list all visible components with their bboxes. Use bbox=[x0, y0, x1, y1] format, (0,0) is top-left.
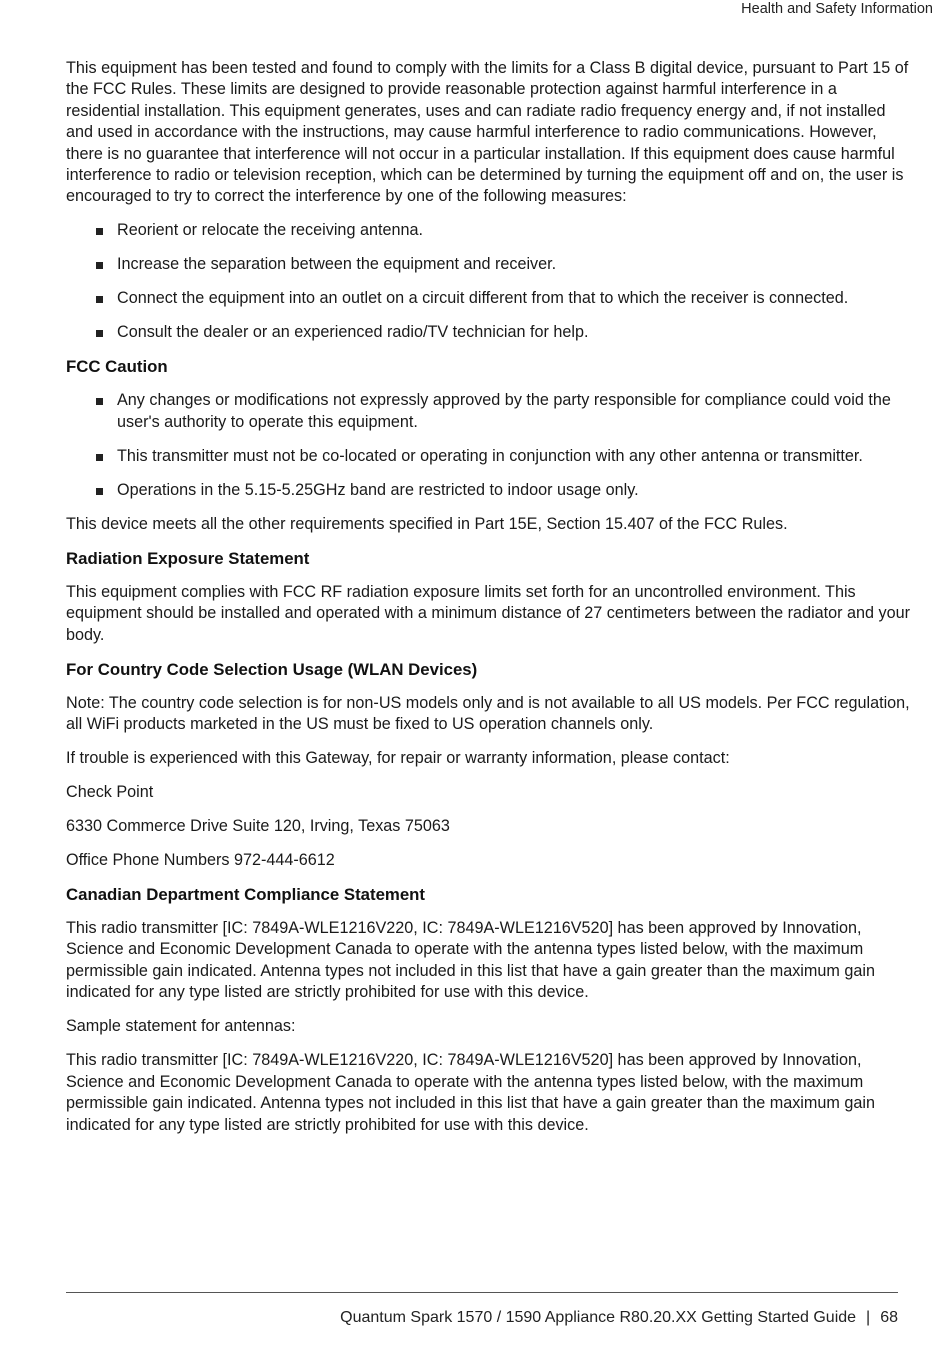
country-code-note: Note: The country code selection is for non-US models only and is not available to all US models. Per FCC regulation, all WiFi products marketed in the US must be fixed to US operation channels only. bbox=[66, 693, 910, 734]
part15e-paragraph: This device meets all the other requirements specified in Part 15E, Section 15.407 of the FCC Rules. bbox=[66, 514, 788, 533]
footer-divider bbox=[66, 1292, 898, 1293]
canadian-paragraph-1: This radio transmitter [IC: 7849A-WLE1216V220, IC: 7849A-WLE1216V520] has been approved by Innovation, Science and Economic Development Canada to operate with the antenna types listed below, with the maximum permissible gain indicated. Antenna types not included in this list that have a gain greater than the maximum gain indicated for any type listed are strictly prohibited for use with this device. bbox=[66, 919, 875, 1002]
company-name: Check Point bbox=[66, 783, 154, 802]
square-bullet-icon bbox=[96, 488, 103, 495]
square-bullet-icon bbox=[96, 262, 103, 269]
country-code-heading: For Country Code Selection Usage (WLAN Devices) bbox=[66, 659, 478, 679]
list-item: Reorient or relocate the receiving antenna. bbox=[117, 220, 912, 241]
list-item: Operations in the 5.15-5.25GHz band are restricted to indoor usage only. bbox=[117, 480, 912, 501]
company-address: 6330 Commerce Drive Suite 120, Irving, Texas 75063 bbox=[66, 817, 450, 836]
guide-title: Quantum Spark 1570 / 1590 Appliance R80.20.XX Getting Started Guide bbox=[340, 1309, 857, 1326]
list-item: Consult the dealer or an experienced radio/TV technician for help. bbox=[117, 322, 912, 343]
square-bullet-icon bbox=[96, 228, 103, 235]
list-item: Increase the separation between the equipment and receiver. bbox=[117, 254, 912, 275]
canadian-heading: Canadian Department Compliance Statement bbox=[66, 885, 426, 905]
square-bullet-icon bbox=[96, 454, 103, 461]
square-bullet-icon bbox=[96, 330, 103, 337]
document-body bbox=[66, 58, 912, 1149]
canadian-paragraph-2: This radio transmitter [IC: 7849A-WLE1216V220, IC: 7849A-WLE1216V520] has been approved by Innovation, Science and Economic Development Canada to operate with the antenna types listed below, with the maximum permissible gain indicated. Antenna types not included in this list that have a gain greater than the maximum gain indicated for any type listed are strictly prohibited for use with this device. bbox=[66, 1051, 875, 1134]
page-number: 68 bbox=[880, 1309, 898, 1326]
interference-measures-list bbox=[66, 220, 912, 343]
company-phone: Office Phone Numbers 972-444-6612 bbox=[66, 851, 335, 870]
list-item: This transmitter must not be co-located or operating in conjunction with any other antenna or transmitter. bbox=[117, 446, 912, 467]
fcc-caution-heading: FCC Caution bbox=[66, 357, 168, 377]
radiation-heading: Radiation Exposure Statement bbox=[66, 548, 310, 568]
list-item: Connect the equipment into an outlet on a circuit different from that to which the receiver is connected. bbox=[117, 288, 912, 309]
list-item: Any changes or modifications not expressly approved by the party responsible for compliance could void the user's authority to operate this equipment. bbox=[117, 390, 912, 433]
square-bullet-icon bbox=[96, 296, 103, 303]
radiation-paragraph: This equipment complies with FCC RF radiation exposure limits set forth for an uncontrolled environment. This equipment should be installed and operated with a minimum distance of 27 centimeters between the radiator and your body. bbox=[66, 582, 911, 644]
running-header: Health and Safety Information bbox=[741, 1, 933, 17]
footer-separator: | bbox=[866, 1309, 871, 1326]
intro-paragraph: This equipment has been tested and found to comply with the limits for a Class B digital device, pursuant to Part 15 of the FCC Rules. These limits are designed to provide reasonable protection against harmful interference in a residential installation. This equipment generates, uses and can radiate radio frequency energy and, if not installed and used in accordance with the instructions, may cause harmful interference to radio communications. However, there is no guarantee that interference will not occur in a particular installation. If this equipment does cause harmful interference to radio or television reception, which can be determined by turning the equipment off and on, the user is encouraged to try to correct the interference by one of the following measures: bbox=[66, 59, 909, 206]
square-bullet-icon bbox=[96, 398, 103, 405]
sample-statement-label: Sample statement for antennas: bbox=[66, 1017, 296, 1036]
page-footer bbox=[340, 1309, 898, 1327]
fcc-caution-list bbox=[66, 390, 912, 501]
trouble-paragraph: If trouble is experienced with this Gateway, for repair or warranty information, please contact: bbox=[66, 749, 730, 768]
